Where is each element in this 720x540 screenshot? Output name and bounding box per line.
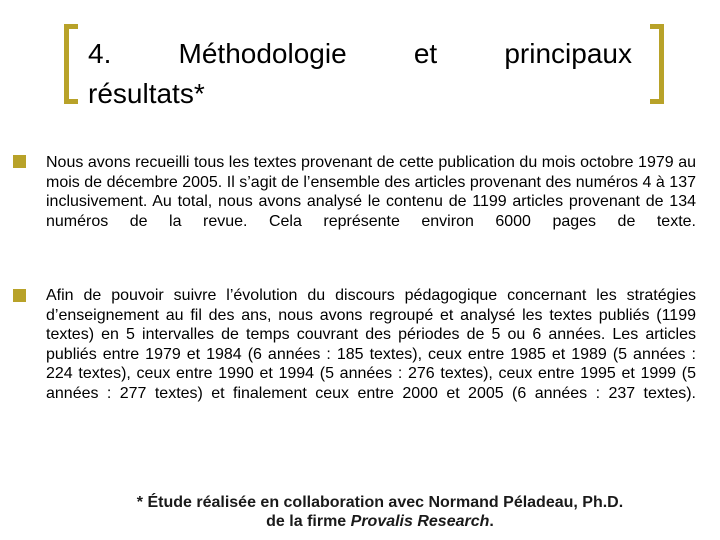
footnote-prefix: de la firme <box>266 513 351 530</box>
paragraph-methodology: Nous avons recueilli tous les textes provenant de cette publication du mois octobre 1979 au mois de décembre 2005. Il s’agit de l’ensemble des articles provenant des numéros 4 à 137 inclusivement. Au total, nous avons analysé le contenu de 1199 articles provenant de 134 numéros de la revue. Cela représente environ 6000 pages de texte. <box>46 154 696 230</box>
title-word: 4. <box>88 38 112 69</box>
footnote-line-2 <box>40 512 720 531</box>
footnote <box>40 493 720 531</box>
title-word: principaux <box>504 38 632 69</box>
footnote-suffix: . <box>489 513 494 530</box>
title-line-2: résultats* <box>88 78 205 109</box>
bullet-square-icon <box>13 289 26 302</box>
footnote-company: Provalis Research <box>350 513 490 530</box>
title-bracket-right <box>650 24 664 104</box>
bullet-square-icon <box>13 155 26 168</box>
title-word: Méthodologie <box>178 38 347 69</box>
title-line-1 <box>88 34 632 74</box>
title-bracket-left <box>64 24 78 104</box>
paragraph-results: Afin de pouvoir suivre l’évolution du discours pédagogique concernant les stratégies d’enseignement au fil des ans, nous avons regroupé et analysé les textes publiés (1199 textes) en 5 intervalles de temps couvrant des périodes de 5 ou 6 années. Les articles publiés entre 1979 et 1984 (6 années : 185 textes), ceux entre 1985 et 1989 (5 années : 224 textes), ceux entre 1990 et 1994 (5 années : 276 textes), ceux entre 1995 et 1999 (5 années : 277 textes) et finalement ceux entre 2000 et 2005 (6 années : 237 textes). <box>46 287 696 402</box>
title-word: et <box>413 38 438 69</box>
slide-title <box>88 34 632 114</box>
footnote-line-1: * Étude réalisée en collaboration avec Normand Péladeau, Ph.D. <box>136 494 624 511</box>
